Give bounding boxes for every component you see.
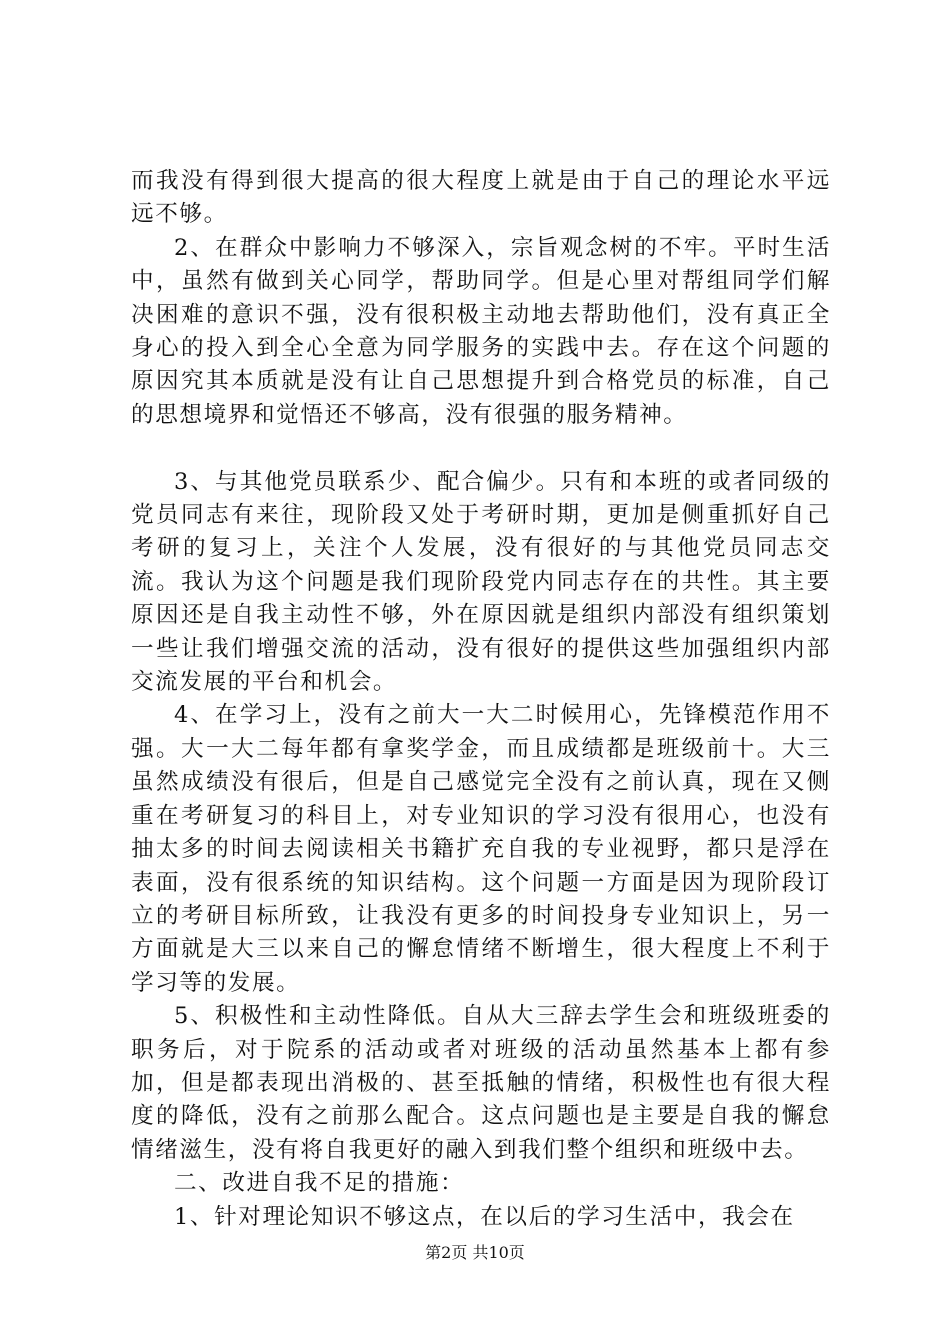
blank-line	[131, 432, 831, 465]
paragraph-measure-1: 1、针对理论知识不够这点，在以后的学习生活中，我会在	[173, 1203, 795, 1230]
document-body	[131, 165, 831, 1234]
section-heading: 二、改进自我不足的措施：	[173, 1170, 465, 1197]
paragraph-item-3: 3、与其他党员联系少、配合偏少。只有和本班的或者同级的党员同志有来往，现阶段又处于考研时期，更加是侧重抓好自己考研的复习上，关注个人发展，没有很好的与其他党员同志交流。我认为这个问题是我们现阶段党内同志存在的共性。其主要原因还是自我主动性不够，外在原因就是组织内部没有组织策划一些让我们增强交流的活动，没有很好的提供这些加强组织内部交流发展的平台和机会。	[131, 468, 831, 696]
paragraph-item-4: 4、在学习上，没有之前大一大二时候用心，先锋模范作用不强。大一大二每年都有拿奖学金，而且成绩都是班级前十。大三虽然成绩没有很后，但是自己感觉完全没有之前认真，现在又侧重在考研复习的科目上，对专业知识的学习没有很用心，也没有抽太多的时间去阅读相关书籍扩充自我的专业视野，都只是浮在表面，没有很系统的知识结构。这个问题一方面是因为现阶段订立的考研目标所致，让我没有更多的时间投身专业知识上，另一方面就是大三以来自己的懈怠情绪不断增生，很大程度上不利于学习等的发展。	[131, 702, 831, 996]
paragraph-item-2: 2、在群众中影响力不够深入，宗旨观念树的不牢。平时生活中，虽然有做到关心同学，帮助同学。但是心里对帮组同学们解决困难的意识不强，没有很积极主动地去帮助他们，没有真正全身心的投入到全心全意为同学服务的实践中去。存在这个问题的原因究其本质就是没有让自己思想提升到合格党员的标准，自己的思想境界和觉悟还不够高，没有很强的服务精神。	[131, 234, 831, 428]
paragraph-item-5: 5、积极性和主动性降低。自从大三辞去学生会和班级班委的职务后，对于院系的活动或者对班级的活动虽然基本上都有参加，但是都表现出消极的、甚至抵触的情绪，积极性也有很大程度的降低，没有之前那么配合。这点问题也是主要是自我的懈怠情绪滋生，没有将自我更好的融入到我们整个组织和班级中去。	[131, 1003, 831, 1163]
paragraph-continuation: 而我没有得到很大提高的很大程度上就是由于自己的理论水平远远不够。	[131, 168, 831, 228]
page-number-footer: 第2页 共10页	[425, 1243, 525, 1262]
